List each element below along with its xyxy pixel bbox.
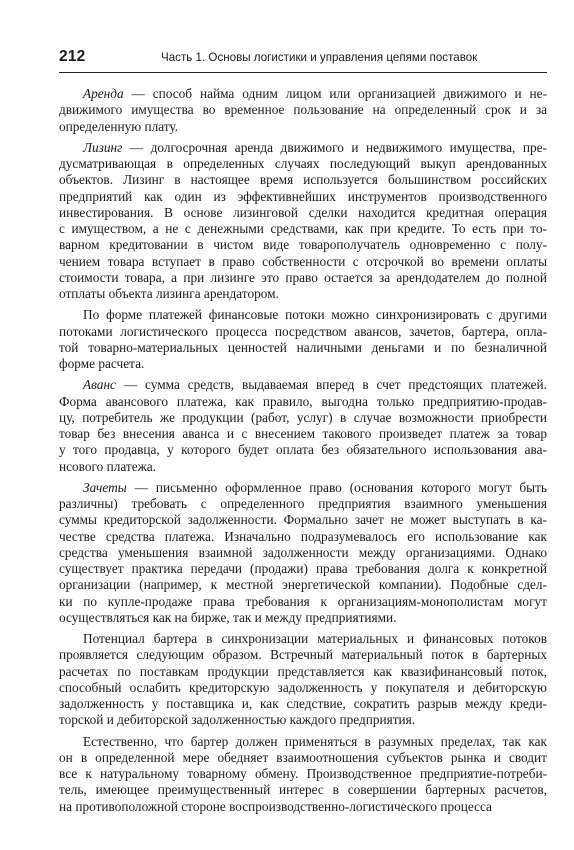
line-text: форме расчета. xyxy=(59,356,145,371)
text-line xyxy=(59,647,547,663)
line-text: — письменно оформленное право (основания которого могут быть xyxy=(126,479,547,495)
text-line xyxy=(59,545,547,561)
text-line xyxy=(59,577,547,593)
text-line xyxy=(59,205,547,221)
text-line xyxy=(59,442,547,458)
line-text: различны) требовать с определенного предприятия взаимного уменьшения xyxy=(59,496,547,511)
text-line xyxy=(59,140,547,156)
text-line xyxy=(59,696,547,712)
text-line xyxy=(59,680,547,696)
paragraph xyxy=(59,307,547,372)
line-text: у того продавца, у которого будет оплата без обязательного использования ава- xyxy=(59,442,547,458)
line-text: осуществляться как на бирже, так и между предприятиями. xyxy=(59,609,397,625)
text-line xyxy=(59,356,547,372)
line-text: цу, потребитель же продукции (работ, услуг) в случае возможности приобрести xyxy=(59,409,547,425)
line-text: отплаты объекта лизинга арендатором. xyxy=(59,286,279,301)
paragraph xyxy=(59,140,547,303)
defined-term: Аренда xyxy=(83,86,124,101)
line-text: все к натуральному товарному обмену. Производственное предприятие-потреби- xyxy=(59,766,547,781)
text-line xyxy=(59,237,547,253)
running-header-title: Часть 1. Основы логистики и управления цепями поставок xyxy=(161,51,478,64)
text-line xyxy=(59,712,547,728)
line-text: объектов. Лизинг в настоящее время используется большинством российских xyxy=(59,172,547,188)
text-line xyxy=(59,512,547,528)
text-line xyxy=(59,119,547,135)
line-text: суммы кредиторской задолженности. Формально зачет не может выступать в ка- xyxy=(59,512,547,528)
text-line xyxy=(59,480,547,496)
text-line xyxy=(59,426,547,442)
line-text: той товарно-материальных ценностей наличными деньгами и по безналичной xyxy=(59,339,547,355)
text-line xyxy=(59,459,547,475)
line-text: варном кредитовании в чистом виде товарополучатель одновременно с полу- xyxy=(59,237,547,253)
line-text: нсового платежа. xyxy=(59,458,157,474)
line-text: инвестирования. В основе лизинговой сделки находится кредитная операция xyxy=(59,204,547,220)
line-text: торской и дебиторской задолженностью каждого предприятия. xyxy=(59,712,416,728)
text-line xyxy=(59,307,547,323)
line-text: — способ найма одним лицом или организацией движимого и не- xyxy=(123,86,547,101)
line-text: проявляется следующим образом. Встречный материальный поток в бартерных xyxy=(59,647,547,663)
line-text: тель, имеющее преимущественный интерес в совершении бартерных расчетов, xyxy=(59,782,547,798)
text-line xyxy=(59,270,547,286)
line-text: определенную плату. xyxy=(59,118,179,134)
text-line xyxy=(59,410,547,426)
line-text: честве средства платежа. Изначально подразумевалось его использование как xyxy=(59,528,547,544)
text-line xyxy=(59,377,547,393)
text-line xyxy=(59,102,547,118)
text-line xyxy=(59,734,547,750)
text-line xyxy=(59,340,547,356)
text-line xyxy=(59,86,547,102)
paragraph xyxy=(59,86,547,135)
line-text: По форме платежей финансовые потоки можно синхронизировать с другими xyxy=(83,307,547,323)
line-text: чением товара вступает в право собственности с отсрочкой во времени оплаты xyxy=(59,253,547,269)
text-line xyxy=(59,631,547,647)
line-text: — долгосрочная аренда движимого и недвижимого имущества, пре- xyxy=(122,139,547,155)
defined-term: Лизинг xyxy=(83,139,123,155)
text-line xyxy=(59,750,547,766)
running-header xyxy=(59,46,547,73)
line-text: дусматривающая в определенных случаях последующий выкуп арендованных xyxy=(59,156,547,171)
text-line xyxy=(59,766,547,782)
defined-term: Аванс xyxy=(83,377,116,393)
paragraph xyxy=(59,631,547,729)
paragraph xyxy=(59,480,547,626)
line-text: предприятий как один из эффективнейших инструментов производственного xyxy=(59,188,547,204)
line-text: Потенциал бартера в синхронизации материальных и финансовых потоков xyxy=(83,631,547,646)
line-text: организации (например, к местной энергетической компании). Подобные сдел- xyxy=(59,577,547,593)
text-line xyxy=(59,664,547,680)
text-line xyxy=(59,594,547,610)
text-line xyxy=(59,610,547,626)
line-text: движимого имущества во временное пользование на определенный срок и за xyxy=(59,102,547,118)
text-line xyxy=(59,286,547,302)
line-text: Естественно, что бартер должен применяться в разумных пределах, так как xyxy=(83,733,547,749)
line-text: товар без внесения аванса и с внесением такового произведет платеж за товар xyxy=(59,426,547,441)
text-line xyxy=(59,254,547,270)
line-text: ки по купле-продаже права требования к организациям-монополистам могут xyxy=(59,593,547,609)
text-line xyxy=(59,172,547,188)
text-line xyxy=(59,561,547,577)
paragraph xyxy=(59,377,547,475)
text-line xyxy=(59,156,547,172)
line-text: с имуществом, а не с денежными средствами, как при кредите. То есть при то- xyxy=(59,221,547,236)
text-line xyxy=(59,221,547,237)
line-text: Форма авансового платежа, как правило, выгодна только предприятию-продав- xyxy=(59,393,547,409)
text-line xyxy=(59,394,547,410)
line-text: задолженность у поставщика и, как следствие, сократить разрыв между креди- xyxy=(59,696,547,711)
line-text: он в определенной мере обедняет взаимоотношения субъектов рынка и сводит xyxy=(59,749,547,765)
text-line xyxy=(59,324,547,340)
text-line xyxy=(59,782,547,798)
text-line xyxy=(59,799,547,815)
defined-term: Зачеты xyxy=(83,479,127,495)
page-number: 212 xyxy=(59,48,86,65)
line-text: на противоположной стороне воспроизводственно-логистического процесса xyxy=(59,798,492,814)
line-text: потоками логистического процесса посредством авансов, зачетов, бартера, опла- xyxy=(59,323,547,339)
body-text xyxy=(59,86,547,820)
text-line xyxy=(59,496,547,512)
line-text: стоимости товара, а при лизинге это право остается за арендодателем до полной xyxy=(59,269,547,285)
line-text: — сумма средств, выдаваемая вперед в счет предстоящих платежей. xyxy=(115,377,547,393)
line-text: средства уменьшения взаимной задолженности между организациями. Однако xyxy=(59,544,547,560)
paragraph xyxy=(59,734,547,815)
line-text: расчетах по поставкам продукции представляется как квазифинансовый поток, xyxy=(59,663,547,679)
line-text: существует практика передачи (продажи) права требования долга к конкретной xyxy=(59,561,547,576)
line-text: способный ослабить кредиторскую задолженность у покупателя и дебиторскую xyxy=(59,679,547,695)
text-line xyxy=(59,529,547,545)
text-line xyxy=(59,189,547,205)
